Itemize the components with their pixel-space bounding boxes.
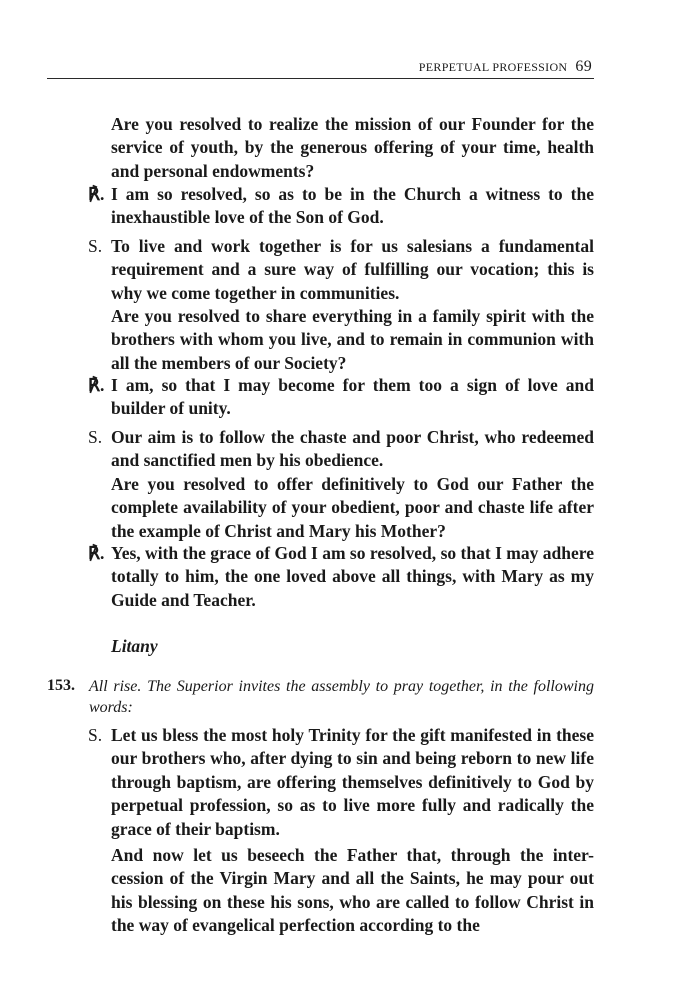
statement-4: Let us bless the most holy Trinity for the gift manifested in these our brothers who, after dying to sin and being reborn to new life through baptism, are offering themselves definitively to God by perpetual profession, so as to live more fully and radically the grace of their baptism. <box>111 725 594 839</box>
running-header <box>47 52 594 79</box>
rubric: All rise. The Superior invites the assembly to pray together, in the following words: <box>89 678 594 716</box>
section-number: 153. <box>47 677 75 694</box>
statement-3: Our aim is to follow the chaste and poor Christ, who redeemed and sanctified men by his obedience. <box>111 427 594 471</box>
response-marker-1: ℟. <box>88 184 105 204</box>
response-1: I am so resolved, so as to be in the Church a witness to the inexhaustible love of the Son of God. <box>111 184 594 228</box>
speaker-marker-3: S. <box>88 427 103 447</box>
section-title-litany: Litany <box>111 636 158 656</box>
question-3: Are you resolved to offer definitively to God our Father the complete availability of your obedient, poor and chaste life after the example of Christ and Mary his Mother? <box>111 474 594 541</box>
response-marker-2: ℟. <box>88 375 105 395</box>
response-marker-3: ℟. <box>88 543 105 563</box>
page-number: 69 <box>575 58 592 75</box>
petition-4: And now let us beseech the Father that, through the inter-cession of the Virgin Mary and all the Saints, he may pour out his blessing on these his sons, who are called to follow Christ in the way of evangelical perfection according to the <box>111 845 594 936</box>
question-1: Are you resolved to realize the mission of our Founder for the service of youth, by the generous offering of your time, health and personal endowments? <box>111 114 594 181</box>
header-text <box>419 58 592 76</box>
speaker-marker-4: S. <box>88 725 103 745</box>
statement-2: To live and work together is for us salesians a fundamental requirement and a sure way of fulfilling our vocation; this is why we come together in communities. <box>111 236 594 303</box>
question-2: Are you resolved to share everything in a family spirit with the brothers with whom you live, and to remain in communion with all the members of our Society? <box>111 306 594 373</box>
header-title: PERPETUAL PROFESSION <box>418 60 568 74</box>
speaker-marker-2: S. <box>88 236 103 256</box>
response-2: I am, so that I may become for them too a sign of love and builder of unity. <box>111 375 594 419</box>
response-3: Yes, with the grace of God I am so resolved, so that I may adhere totally to him, the one loved above all things, with Mary as my Guide and Teacher. <box>111 543 594 610</box>
